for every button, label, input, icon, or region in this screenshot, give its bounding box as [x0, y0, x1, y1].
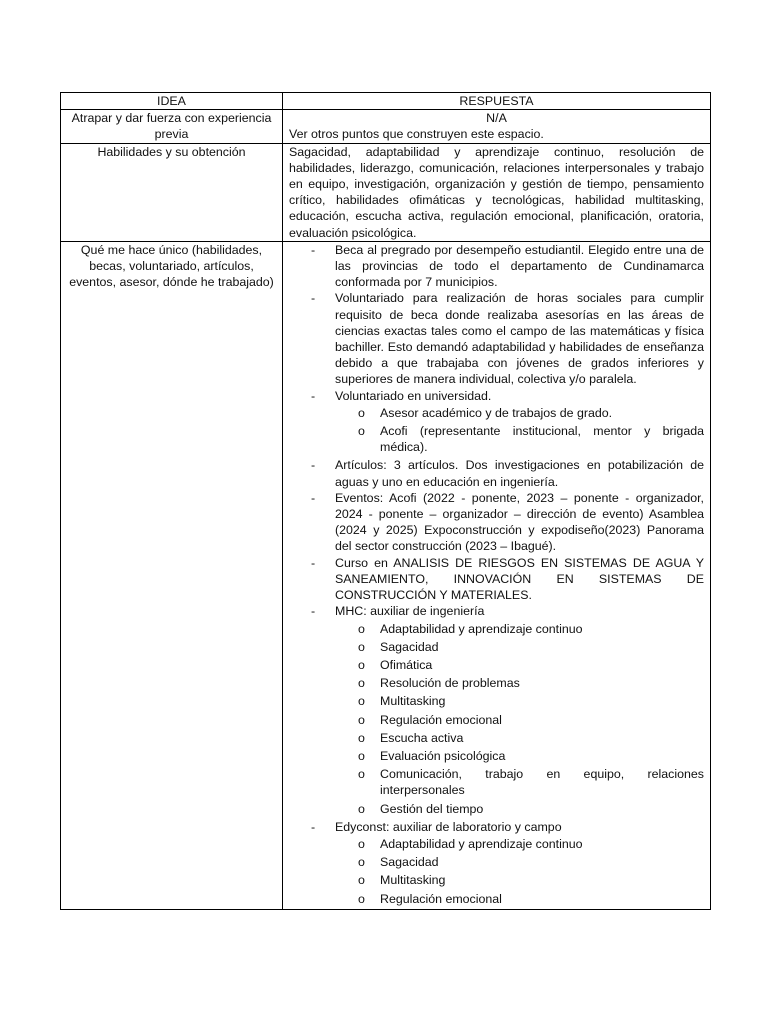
o-bullet: o — [358, 676, 365, 691]
list-item — [289, 242, 704, 291]
o-bullet: o — [358, 405, 365, 420]
o-bullet: o — [358, 424, 365, 439]
sub-list-item — [335, 891, 704, 907]
dash-bullet: - — [311, 490, 316, 505]
sub-list-item-text: Asesor académico y de trabajos de grado. — [380, 405, 613, 420]
sub-list-item-text: Escucha activa — [380, 730, 464, 745]
list-item — [289, 388, 704, 456]
sub-list-item-text: Sagacidad — [380, 639, 439, 654]
sub-list-item — [335, 405, 704, 421]
respuesta-cell — [283, 241, 711, 909]
list-item-text: Voluntariado para realización de horas sociales para cumplir requisito de beca donde realizaba asesorías en las áreas de ciencias exactas tales como el campo de las matemáticas y física bachiller. Esto demandó adaptabilidad y habilidades de enseñanza debido a que trabajaba con jóvenes de grados inferiores y superiores de manera individual, colectiva y/o paralela. — [335, 291, 704, 387]
sub-list-item-text: Adaptabilidad y aprendizaje continuo — [380, 621, 583, 636]
sub-list-item-text: Regulación emocional — [380, 712, 502, 727]
table-row — [61, 143, 711, 241]
o-bullet: o — [358, 694, 365, 709]
header-idea: IDEA — [61, 93, 283, 110]
o-bullet: o — [358, 801, 365, 816]
sub-list-item-text: Multitasking — [380, 873, 446, 888]
dash-bullet: - — [311, 819, 316, 834]
sub-list-item — [335, 657, 704, 673]
o-bullet: o — [358, 639, 365, 654]
o-bullet: o — [358, 767, 365, 782]
dash-bullet: - — [311, 458, 316, 473]
o-bullet: o — [358, 712, 365, 727]
sub-list-item — [335, 836, 704, 852]
sub-list-item-text: Evaluación psicológica — [380, 748, 506, 763]
sub-list-item — [335, 712, 704, 728]
dash-bullet: - — [311, 555, 316, 570]
header-respuesta: RESPUESTA — [283, 93, 711, 110]
o-bullet: o — [358, 657, 365, 672]
idea-cell: Qué me hace único (habilidades, becas, voluntariado, artículos, eventos, asesor, dónde he trabajado) — [61, 241, 283, 909]
sub-list-item-text: Adaptabilidad y aprendizaje continuo — [380, 836, 583, 851]
list-item-text: Edyconst: auxiliar de laboratorio y campo — [335, 819, 562, 834]
header-row — [61, 93, 711, 110]
list-item-text: Eventos: Acofi (2022 - ponente, 2023 – ponente - organizador, 2024 - ponente – organizador – dirección de evento) Asamblea (2024 y 2025) Expoconstrucción y expodiseño(2023) Panorama del sector construcción (2023 – Ibagué). — [335, 490, 704, 554]
sub-list-item — [335, 801, 704, 817]
list-item-text: MHC: auxiliar de ingeniería — [335, 604, 485, 619]
edyconst-sub-list — [335, 836, 704, 907]
mhc-sub-list — [335, 621, 704, 817]
list-item-text: Artículos: 3 artículos. Dos investigaciones en potabilización de aguas y uno en educación en ingeniería. — [335, 458, 704, 489]
list-item — [289, 490, 704, 555]
voluntariado-sub-list — [335, 405, 704, 456]
sub-list-item-text: Resolución de problemas — [380, 676, 520, 691]
list-item — [289, 819, 704, 907]
o-bullet: o — [358, 855, 365, 870]
sub-list-item-text: Gestión del tiempo — [380, 801, 484, 816]
unique-items-list — [289, 242, 704, 907]
list-item-text: Curso en ANALISIS DE RIESGOS EN SISTEMAS DE AGUA Y SANEAMIENTO, INNOVACIÓN EN SISTEMAS DE CONSTRUCCIÓN Y MATERIALES. — [335, 555, 704, 603]
list-item-text: Voluntariado en universidad. — [335, 388, 492, 403]
sub-list-item-text: Multitasking — [380, 694, 446, 709]
o-bullet: o — [358, 891, 365, 906]
sub-list-item-text: Comunicación, trabajo en equipo, relaciones interpersonales — [380, 767, 704, 798]
list-item — [289, 603, 704, 816]
sub-list-item — [335, 730, 704, 746]
table-row — [61, 241, 711, 909]
dash-bullet: - — [311, 291, 316, 306]
respuesta-cell — [283, 143, 711, 241]
list-item — [289, 290, 704, 387]
list-item — [289, 555, 704, 604]
sub-list-item — [335, 872, 704, 888]
o-bullet: o — [358, 873, 365, 888]
dash-bullet: - — [311, 242, 316, 257]
dash-bullet: - — [311, 388, 316, 403]
table-row — [61, 110, 711, 143]
idea-cell: Atrapar y dar fuerza con experiencia previa — [61, 110, 283, 143]
sub-list-item — [335, 675, 704, 691]
sub-list-item — [335, 693, 704, 709]
ideas-table — [60, 92, 711, 910]
sub-list-item-text: Acofi (representante institucional, mentor y brigada médica). — [380, 424, 704, 455]
respuesta-cell — [283, 110, 711, 143]
sub-list-item — [335, 854, 704, 870]
o-bullet: o — [358, 748, 365, 763]
idea-cell: Habilidades y su obtención — [61, 143, 283, 241]
sub-list-item-text: Ofimática — [380, 657, 433, 672]
sub-list-item — [335, 423, 704, 455]
sub-list-item-text: Regulación emocional — [380, 891, 502, 906]
sub-list-item — [335, 639, 704, 655]
sub-list-item — [335, 766, 704, 798]
o-bullet: o — [358, 836, 365, 851]
o-bullet: o — [358, 621, 365, 636]
o-bullet: o — [358, 730, 365, 745]
dash-bullet: - — [311, 604, 316, 619]
respuesta-na: N/A — [486, 111, 507, 126]
list-item — [289, 457, 704, 489]
sub-list-item — [335, 748, 704, 764]
sub-list-item — [335, 621, 704, 637]
respuesta-note: Ver otros puntos que construyen este espacio. — [289, 127, 544, 142]
sub-list-item-text: Sagacidad — [380, 855, 439, 870]
list-item-text: Beca al pregrado por desempeño estudiantil. Elegido entre una de las provincias de todo el departamento de Cundinamarca conformada por 7 municipios. — [335, 242, 704, 290]
skills-paragraph: Sagacidad, adaptabilidad y aprendizaje continuo, resolución de habilidades, liderazgo, comunicación, relaciones interpersonales y trabajo en equipo, investigación, organización y gestión de tiempo, pensamiento crítico, habilidades ofimáticas y tecnológicas, habilidad multitasking, educación, escucha activa, regulación emocional, planificación, oratoria, evaluación psicológica. — [289, 144, 704, 240]
